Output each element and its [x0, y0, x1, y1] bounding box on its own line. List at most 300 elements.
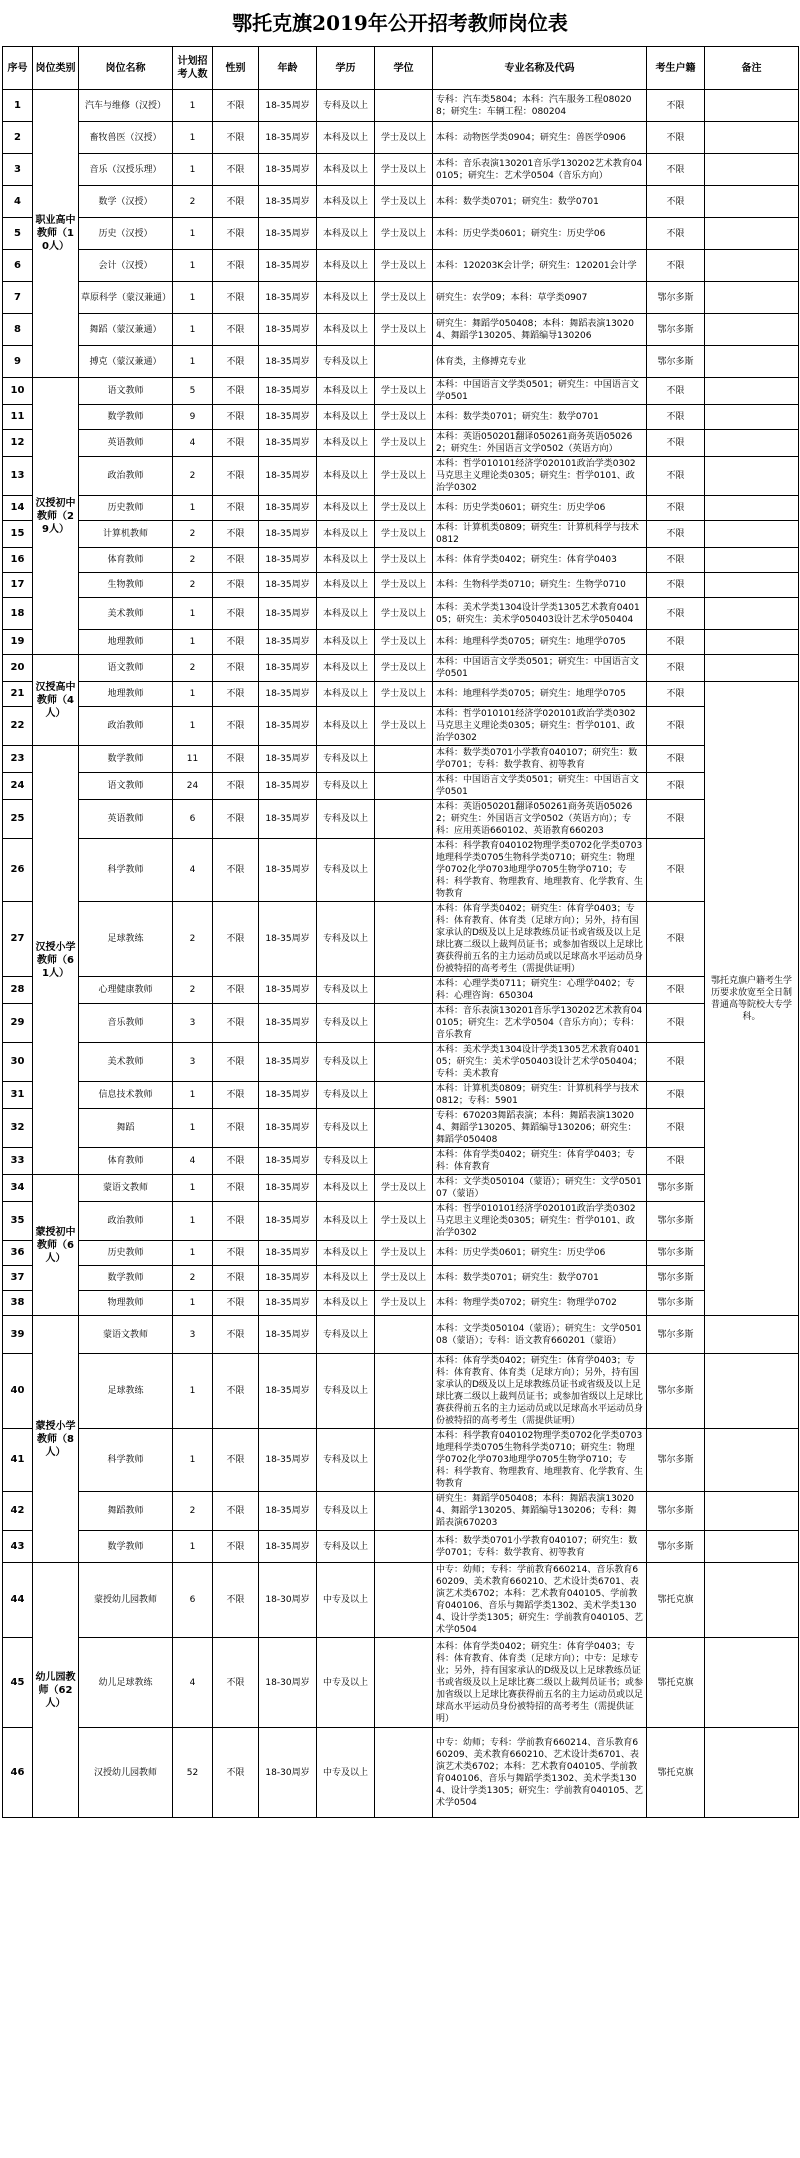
row-number: 31 [3, 1082, 33, 1109]
gender: 不限 [213, 250, 259, 282]
major-requirements: 本科：哲学010101经济学020101政治学类0302马克思主义理论类0305；研究生：哲学0101、政治学0302 [433, 707, 647, 746]
post-name: 美术教师 [79, 1043, 173, 1082]
age-range: 18-35周岁 [259, 1241, 317, 1266]
gender: 不限 [213, 186, 259, 218]
table-row [3, 122, 799, 154]
post-name: 音乐教师 [79, 1004, 173, 1043]
degree [375, 902, 433, 977]
age-range: 18-35周岁 [259, 314, 317, 346]
note-cell [705, 598, 799, 630]
plan-count: 1 [173, 314, 213, 346]
table-row [3, 1043, 799, 1082]
note-cell [705, 1354, 799, 1429]
post-name: 英语教师 [79, 430, 173, 457]
hukou: 不限 [647, 573, 705, 598]
plan-count: 1 [173, 598, 213, 630]
table-row [3, 496, 799, 521]
header-category: 岗位类别 [33, 47, 79, 90]
note-cell [705, 250, 799, 282]
degree: 学士及以上 [375, 405, 433, 430]
table-row [3, 1266, 799, 1291]
major-requirements: 研究生：舞蹈学050408；本科：舞蹈表演130204、舞蹈学130205、舞蹈编导130206 [433, 314, 647, 346]
age-range: 18-35周岁 [259, 1429, 317, 1492]
education: 中专及以上 [317, 1638, 375, 1728]
post-name: 汽车与维修（汉授） [79, 90, 173, 122]
degree [375, 90, 433, 122]
note-cell [705, 655, 799, 682]
degree: 学士及以上 [375, 154, 433, 186]
degree [375, 1638, 433, 1728]
hukou: 不限 [647, 521, 705, 548]
age-range: 18-35周岁 [259, 1175, 317, 1202]
education: 本科及以上 [317, 1202, 375, 1241]
age-range: 18-35周岁 [259, 521, 317, 548]
major-requirements: 本科：音乐表演130201音乐学130202艺术教育040105；研究生：艺术学0504（音乐方向）；专科：音乐教育 [433, 1004, 647, 1043]
major-requirements: 本科：体育学类0402；研究生：体育学0403 [433, 548, 647, 573]
table-row [3, 746, 799, 773]
note-cell [705, 573, 799, 598]
post-name: 英语教师 [79, 800, 173, 839]
gender: 不限 [213, 496, 259, 521]
post-name: 政治教师 [79, 457, 173, 496]
degree: 学士及以上 [375, 378, 433, 405]
age-range: 18-35周岁 [259, 977, 317, 1004]
note-cell [705, 1429, 799, 1492]
note-cell [705, 1492, 799, 1531]
education: 本科及以上 [317, 378, 375, 405]
table-row [3, 1492, 799, 1531]
age-range: 18-35周岁 [259, 548, 317, 573]
gender: 不限 [213, 548, 259, 573]
note-cell [705, 154, 799, 186]
age-range: 18-35周岁 [259, 902, 317, 977]
post-name: 音乐（汉授乐理） [79, 154, 173, 186]
age-range: 18-35周岁 [259, 707, 317, 746]
hukou: 不限 [647, 773, 705, 800]
post-name: 草原科学（蒙汉兼通） [79, 282, 173, 314]
age-range: 18-35周岁 [259, 90, 317, 122]
post-name: 政治教师 [79, 707, 173, 746]
degree: 学士及以上 [375, 457, 433, 496]
header-hukou: 考生户籍 [647, 47, 705, 90]
degree [375, 1043, 433, 1082]
gender: 不限 [213, 1082, 259, 1109]
age-range: 18-35周岁 [259, 154, 317, 186]
major-requirements: 本科：数学类0701；研究生：数学0701 [433, 405, 647, 430]
age-range: 18-35周岁 [259, 282, 317, 314]
age-range: 18-35周岁 [259, 430, 317, 457]
hukou: 不限 [647, 90, 705, 122]
age-range: 18-35周岁 [259, 655, 317, 682]
degree [375, 839, 433, 902]
post-name: 汉授幼儿园教师 [79, 1728, 173, 1818]
post-name: 蒙语文教师 [79, 1316, 173, 1354]
education: 中专及以上 [317, 1728, 375, 1818]
education: 专科及以上 [317, 902, 375, 977]
positions-table [2, 46, 799, 1818]
gender: 不限 [213, 282, 259, 314]
hukou: 不限 [647, 682, 705, 707]
post-name: 计算机教师 [79, 521, 173, 548]
note-cell: 鄂托克旗户籍考生学历要求放宽至全日制普通高等院校大专学科。 [705, 682, 799, 1316]
table-header-row [3, 47, 799, 90]
note-cell [705, 430, 799, 457]
plan-count: 1 [173, 707, 213, 746]
major-requirements: 本科：哲学010101经济学020101政治学类0302马克思主义理论类0305；研究生：哲学0101、政治学0302 [433, 1202, 647, 1241]
gender: 不限 [213, 1728, 259, 1818]
plan-count: 1 [173, 250, 213, 282]
table-row [3, 218, 799, 250]
age-range: 18-35周岁 [259, 218, 317, 250]
degree: 学士及以上 [375, 186, 433, 218]
table-row [3, 405, 799, 430]
major-requirements: 本科：体育学类0402；研究生：体育学0403；专科：体育教育、体育类（足球方向）；中专：足球专业；另外，持有国家承认的D级及以上足球教练员证书或省级及以上足球比赛二级以上裁判员证书；或参加省级以上足球比赛获得前五名的主力运动员或以足球高水平运动员身份被特招的高考考生（需提供证明） [433, 1638, 647, 1728]
table-row [3, 314, 799, 346]
row-number: 3 [3, 154, 33, 186]
major-requirements: 本科：体育学类0402；研究生：体育学0403；专科：体育教育、体育类（足球方向）；另外，持有国家承认的D级及以上足球教练员证书或省级及以上足球比赛二级以上裁判员证书；或参加省级以上足球比赛获得前五名的主力运动员或以足球高水平运动员身份被特招的高考考生（需提供证明） [433, 1354, 647, 1429]
post-name: 数学教师 [79, 1266, 173, 1291]
plan-count: 6 [173, 1563, 213, 1638]
hukou: 不限 [647, 1082, 705, 1109]
row-number: 24 [3, 773, 33, 800]
education: 本科及以上 [317, 430, 375, 457]
hukou: 不限 [647, 405, 705, 430]
hukou: 不限 [647, 707, 705, 746]
gender: 不限 [213, 773, 259, 800]
table-row [3, 573, 799, 598]
major-requirements: 本科：地理科学类0705；研究生：地理学0705 [433, 630, 647, 655]
gender: 不限 [213, 1202, 259, 1241]
major-requirements: 本科：数学类0701小学教育040107；研究生：数学0701；专科：数学教育、初等教育 [433, 1531, 647, 1563]
gender: 不限 [213, 122, 259, 154]
plan-count: 3 [173, 1004, 213, 1043]
education: 专科及以上 [317, 1531, 375, 1563]
age-range: 18-35周岁 [259, 573, 317, 598]
degree [375, 1316, 433, 1354]
degree: 学士及以上 [375, 655, 433, 682]
hukou: 不限 [647, 977, 705, 1004]
plan-count: 1 [173, 1202, 213, 1241]
major-requirements: 本科：文学类050104（蒙语）；研究生：文学050107（蒙语） [433, 1175, 647, 1202]
row-number: 27 [3, 902, 33, 977]
table-row [3, 1291, 799, 1316]
degree: 学士及以上 [375, 250, 433, 282]
major-requirements: 本科：中国语言文学类0501；研究生：中国语言文学0501 [433, 655, 647, 682]
post-name: 舞蹈教师 [79, 1492, 173, 1531]
hukou: 鄂托克旗 [647, 1728, 705, 1818]
gender: 不限 [213, 378, 259, 405]
plan-count: 4 [173, 430, 213, 457]
plan-count: 1 [173, 630, 213, 655]
header-post: 岗位名称 [79, 47, 173, 90]
table-row [3, 346, 799, 378]
gender: 不限 [213, 1429, 259, 1492]
major-requirements: 本科：计算机类0809；研究生：计算机科学与技术0812；专科：5901 [433, 1082, 647, 1109]
gender: 不限 [213, 630, 259, 655]
major-requirements: 本科：120203K会计学；研究生：120201会计学 [433, 250, 647, 282]
hukou: 鄂尔多斯 [647, 1291, 705, 1316]
note-cell [705, 1728, 799, 1818]
gender: 不限 [213, 1492, 259, 1531]
age-range: 18-35周岁 [259, 1291, 317, 1316]
category-cell: 汉授初中教师（29人） [33, 378, 79, 655]
gender: 不限 [213, 655, 259, 682]
hukou: 不限 [647, 598, 705, 630]
category-cell: 蒙授小学教师（8人） [33, 1316, 79, 1563]
major-requirements: 中专：幼师；专科：学前教育660214、音乐教育660209、美术教育660210、艺术设计类6701、表演艺术类6702；本科：艺术教育040105、学前教育040106、音乐与舞蹈学类1302、美术学类1304、设计学类1305；研究生：学前教育040105、艺术学0504 [433, 1728, 647, 1818]
post-name: 科学教师 [79, 839, 173, 902]
age-range: 18-35周岁 [259, 1266, 317, 1291]
row-number: 38 [3, 1291, 33, 1316]
table-row [3, 977, 799, 1004]
age-range: 18-35周岁 [259, 346, 317, 378]
header-age: 年龄 [259, 47, 317, 90]
row-number: 12 [3, 430, 33, 457]
hukou: 不限 [647, 548, 705, 573]
education: 本科及以上 [317, 573, 375, 598]
education: 专科及以上 [317, 800, 375, 839]
table-row [3, 1202, 799, 1241]
major-requirements: 本科：历史学类0601；研究生：历史学06 [433, 218, 647, 250]
header-degree: 学位 [375, 47, 433, 90]
major-requirements: 专科：汽车类5804；本科：汽车服务工程080208；研究生：车辆工程：080204 [433, 90, 647, 122]
major-requirements: 本科：英语050201翻译050261商务英语050262；研究生：外国语言文学0502（英语方向）；专科：应用英语660102、英语教育660203 [433, 800, 647, 839]
education: 专科及以上 [317, 1004, 375, 1043]
plan-count: 4 [173, 1148, 213, 1175]
gender: 不限 [213, 1043, 259, 1082]
post-name: 会计（汉授） [79, 250, 173, 282]
plan-count: 1 [173, 1175, 213, 1202]
age-range: 18-35周岁 [259, 1109, 317, 1148]
note-cell [705, 630, 799, 655]
gender: 不限 [213, 598, 259, 630]
education: 本科及以上 [317, 655, 375, 682]
major-requirements: 本科：动物医学类0904；研究生：兽医学0906 [433, 122, 647, 154]
post-name: 体育教师 [79, 548, 173, 573]
hukou: 不限 [647, 1109, 705, 1148]
post-name: 心理健康教师 [79, 977, 173, 1004]
major-requirements: 本科：文学类050104（蒙语）；研究生：文学050108（蒙语）；专科：语文教育660201（蒙语） [433, 1316, 647, 1354]
hukou: 不限 [647, 746, 705, 773]
post-name: 蒙语文教师 [79, 1175, 173, 1202]
hukou: 鄂尔多斯 [647, 282, 705, 314]
age-range: 18-35周岁 [259, 800, 317, 839]
gender: 不限 [213, 1354, 259, 1429]
row-number: 37 [3, 1266, 33, 1291]
gender: 不限 [213, 521, 259, 548]
page-title: 鄂托克旗2019年公开招考教师岗位表 [232, 11, 568, 35]
post-name: 地理教师 [79, 630, 173, 655]
post-name: 数学教师 [79, 1531, 173, 1563]
age-range: 18-35周岁 [259, 1082, 317, 1109]
plan-count: 2 [173, 521, 213, 548]
degree: 学士及以上 [375, 218, 433, 250]
education: 专科及以上 [317, 773, 375, 800]
table-row [3, 707, 799, 746]
age-range: 18-35周岁 [259, 186, 317, 218]
major-requirements: 本科：体育学类0402；研究生：体育学0403；专科：体育教育 [433, 1148, 647, 1175]
row-number: 18 [3, 598, 33, 630]
gender: 不限 [213, 682, 259, 707]
degree [375, 1429, 433, 1492]
plan-count: 1 [173, 346, 213, 378]
gender: 不限 [213, 1316, 259, 1354]
row-number: 26 [3, 839, 33, 902]
category-cell: 汉授高中教师（4人） [33, 655, 79, 746]
major-requirements: 本科：美术学类1304设计学类1305艺术教育040105；研究生：美术学050403设计艺术学050404 [433, 598, 647, 630]
degree: 学士及以上 [375, 122, 433, 154]
post-name: 舞蹈 [79, 1109, 173, 1148]
age-range: 18-35周岁 [259, 839, 317, 902]
note-cell [705, 1316, 799, 1354]
education: 本科及以上 [317, 405, 375, 430]
table-row [3, 1563, 799, 1638]
row-number: 36 [3, 1241, 33, 1266]
note-cell [705, 378, 799, 405]
table-row [3, 282, 799, 314]
header-no: 序号 [3, 47, 33, 90]
row-number: 41 [3, 1429, 33, 1492]
age-range: 18-35周岁 [259, 773, 317, 800]
note-cell [705, 346, 799, 378]
row-number: 21 [3, 682, 33, 707]
degree: 学士及以上 [375, 1202, 433, 1241]
row-number: 20 [3, 655, 33, 682]
post-name: 科学教师 [79, 1429, 173, 1492]
hukou: 不限 [647, 1148, 705, 1175]
major-requirements: 本科：心理学类0711；研究生：心理学0402；专科：心理咨询：650304 [433, 977, 647, 1004]
hukou: 不限 [647, 496, 705, 521]
plan-count: 52 [173, 1728, 213, 1818]
hukou: 鄂托克旗 [647, 1638, 705, 1728]
note-cell [705, 218, 799, 250]
post-name: 政治教师 [79, 1202, 173, 1241]
hukou: 鄂尔多斯 [647, 1316, 705, 1354]
education: 专科及以上 [317, 1109, 375, 1148]
gender: 不限 [213, 1531, 259, 1563]
degree: 学士及以上 [375, 1266, 433, 1291]
plan-count: 2 [173, 1492, 213, 1531]
row-number: 11 [3, 405, 33, 430]
education: 专科及以上 [317, 90, 375, 122]
major-requirements: 本科：数学类0701小学教育040107；研究生：数学0701；专科：数学教育、初等教育 [433, 746, 647, 773]
gender: 不限 [213, 902, 259, 977]
header-note: 备注 [705, 47, 799, 90]
row-number: 5 [3, 218, 33, 250]
gender: 不限 [213, 1148, 259, 1175]
major-requirements: 本科：美术学类1304设计学类1305艺术教育040105；研究生：美术学050403设计艺术学050404；专科：美术教育 [433, 1043, 647, 1082]
degree: 学士及以上 [375, 282, 433, 314]
table-row [3, 1354, 799, 1429]
header-major: 专业名称及代码 [433, 47, 647, 90]
table-row [3, 1429, 799, 1492]
row-number: 25 [3, 800, 33, 839]
major-requirements: 本科：中国语言文学类0501；研究生：中国语言文学0501 [433, 773, 647, 800]
post-name: 体育教师 [79, 1148, 173, 1175]
hukou: 不限 [647, 839, 705, 902]
post-name: 数学教师 [79, 746, 173, 773]
age-range: 18-35周岁 [259, 1202, 317, 1241]
row-number: 1 [3, 90, 33, 122]
education: 本科及以上 [317, 598, 375, 630]
plan-count: 1 [173, 1354, 213, 1429]
plan-count: 2 [173, 186, 213, 218]
gender: 不限 [213, 1563, 259, 1638]
degree [375, 746, 433, 773]
degree [375, 1492, 433, 1531]
hukou: 不限 [647, 800, 705, 839]
row-number: 44 [3, 1563, 33, 1638]
gender: 不限 [213, 1638, 259, 1728]
gender: 不限 [213, 90, 259, 122]
gender: 不限 [213, 707, 259, 746]
plan-count: 1 [173, 122, 213, 154]
education: 本科及以上 [317, 122, 375, 154]
degree: 学士及以上 [375, 496, 433, 521]
plan-count: 1 [173, 496, 213, 521]
gender: 不限 [213, 977, 259, 1004]
table-row [3, 1109, 799, 1148]
plan-count: 1 [173, 682, 213, 707]
age-range: 18-35周岁 [259, 630, 317, 655]
hukou: 不限 [647, 186, 705, 218]
plan-count: 4 [173, 839, 213, 902]
row-number: 17 [3, 573, 33, 598]
plan-count: 11 [173, 746, 213, 773]
degree: 学士及以上 [375, 707, 433, 746]
table-row [3, 378, 799, 405]
post-name: 幼儿足球教练 [79, 1638, 173, 1728]
hukou: 鄂尔多斯 [647, 1429, 705, 1492]
education: 中专及以上 [317, 1563, 375, 1638]
education: 本科及以上 [317, 1175, 375, 1202]
note-cell [705, 496, 799, 521]
gender: 不限 [213, 346, 259, 378]
age-range: 18-30周岁 [259, 1728, 317, 1818]
table-row [3, 1082, 799, 1109]
plan-count: 1 [173, 1109, 213, 1148]
row-number: 4 [3, 186, 33, 218]
hukou: 鄂尔多斯 [647, 314, 705, 346]
hukou: 不限 [647, 1043, 705, 1082]
plan-count: 1 [173, 218, 213, 250]
major-requirements: 本科：科学教育040102物理学类0702化学类0703地理科学类0705生物科学类0710；研究生：物理学0702化学0703地理学0705生物学0710；专科：科学教育、物理教育、地理教育、化学教育、生物教育 [433, 839, 647, 902]
age-range: 18-35周岁 [259, 1004, 317, 1043]
plan-count: 1 [173, 282, 213, 314]
post-name: 数学（汉授） [79, 186, 173, 218]
education: 本科及以上 [317, 186, 375, 218]
note-cell [705, 90, 799, 122]
hukou: 不限 [647, 378, 705, 405]
row-number: 7 [3, 282, 33, 314]
degree: 学士及以上 [375, 548, 433, 573]
hukou: 不限 [647, 655, 705, 682]
education: 本科及以上 [317, 1266, 375, 1291]
major-requirements: 研究生：农学09；本科：草学类0907 [433, 282, 647, 314]
age-range: 18-35周岁 [259, 378, 317, 405]
table-row [3, 598, 799, 630]
degree: 学士及以上 [375, 314, 433, 346]
table-row [3, 682, 799, 707]
age-range: 18-35周岁 [259, 457, 317, 496]
row-number: 14 [3, 496, 33, 521]
age-range: 18-35周岁 [259, 405, 317, 430]
header-education: 学历 [317, 47, 375, 90]
education: 专科及以上 [317, 1082, 375, 1109]
education: 本科及以上 [317, 496, 375, 521]
education: 本科及以上 [317, 548, 375, 573]
post-name: 语文教师 [79, 773, 173, 800]
